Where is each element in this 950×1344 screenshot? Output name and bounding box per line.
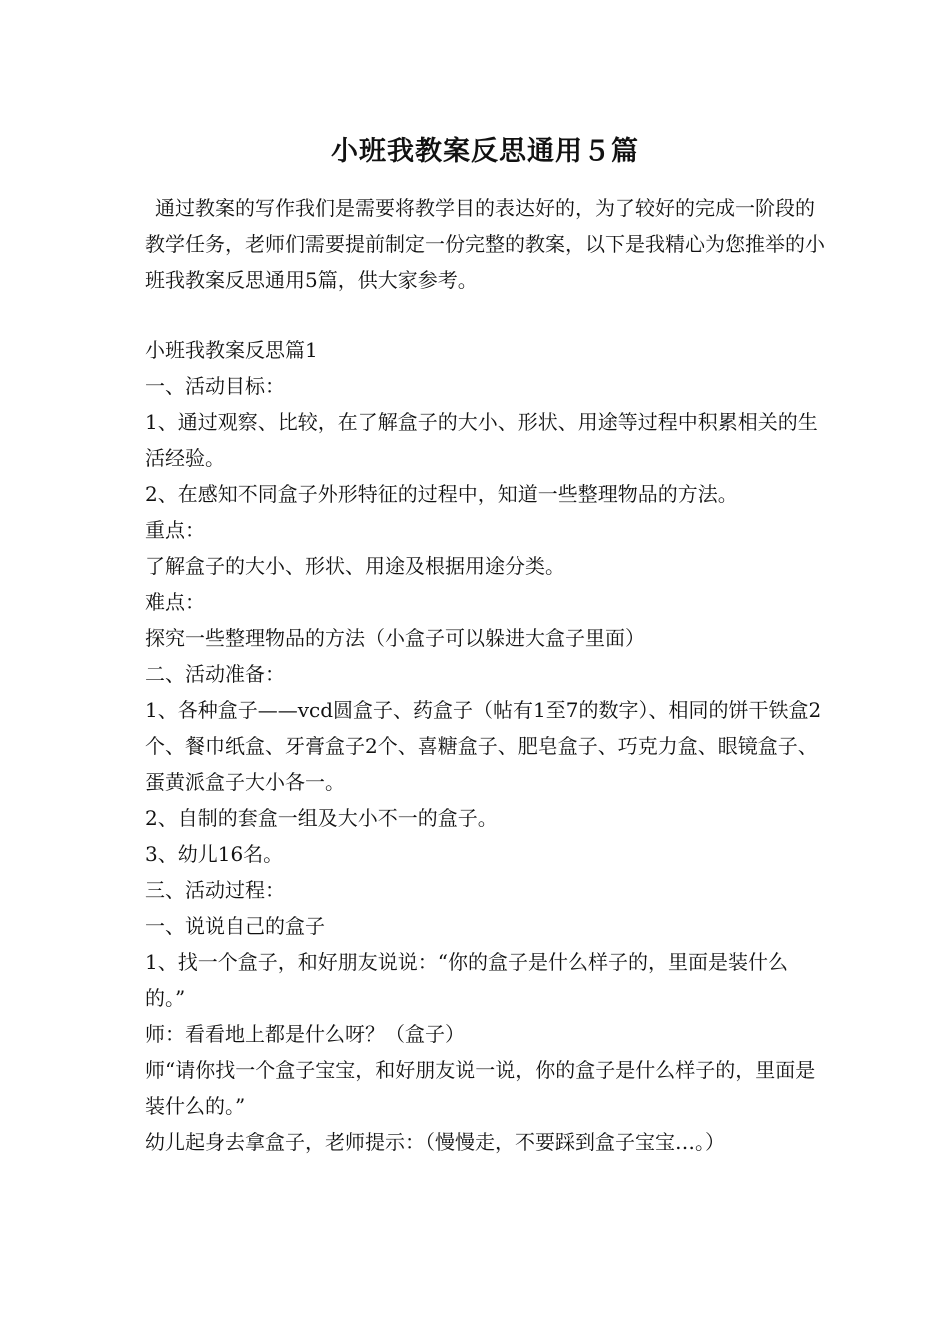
body-line: 2、自制的套盒一组及大小不一的盒子。 bbox=[145, 806, 498, 830]
body-line: 重点： bbox=[145, 518, 205, 542]
document-title: 小班我教案反思通用５篇 bbox=[331, 136, 639, 167]
body-line: 1、通过观察、比较，在了解盒子的大小、形状、用途等过程中积累相关的生活经验。 bbox=[145, 410, 818, 470]
section-heading: 小班我教案反思篇1 bbox=[145, 338, 318, 362]
body-line: 师：看看地上都是什么呀？（盒子） bbox=[145, 1022, 465, 1046]
body-line: 3、幼儿16名。 bbox=[145, 842, 284, 866]
body-line: 2、在感知不同盒子外形特征的过程中，知道一些整理物品的方法。 bbox=[145, 482, 738, 506]
body-line: 1、各种盒子——vcd圆盒子、药盒子（帖有1至7的数字）、相同的饼干铁盒2个、餐巾纸盒、牙膏盒子2个、喜糖盒子、肥皂盒子、巧克力盒、眼镜盒子、蛋黄派盒子大小各一。 bbox=[145, 698, 822, 794]
paragraph-spacer bbox=[145, 298, 825, 332]
body-line: 二、活动准备： bbox=[145, 662, 285, 686]
body-line: 师“请你找一个盒子宝宝，和好朋友说一说，你的盒子是什么样子的，里面是装什么的。” bbox=[145, 1058, 816, 1118]
body-line: 一、说说自己的盒子 bbox=[145, 914, 325, 938]
body-line: 一、活动目标： bbox=[145, 374, 285, 398]
document-page bbox=[145, 130, 825, 1160]
body-line: 探究一些整理物品的方法（小盒子可以躲进大盒子里面） bbox=[145, 626, 645, 650]
body-line: 1、找一个盒子，和好朋友说说：“你的盒子是什么样子的，里面是装什么的。” bbox=[145, 950, 788, 1010]
intro-paragraph: 通过教案的写作我们是需要将教学目的表达好的，为了较好的完成一阶段的教学任务，老师们需要提前制定一份完整的教案，以下是我精心为您推举的小班我教案反思通用5篇，供大家参考。 bbox=[145, 196, 825, 292]
body-line: 幼儿起身去拿盒子，老师提示：（慢慢走，不要踩到盒子宝宝…。） bbox=[145, 1130, 725, 1154]
body-line: 难点： bbox=[145, 590, 205, 614]
body-line: 了解盒子的大小、形状、用途及根据用途分类。 bbox=[145, 554, 565, 578]
body-line: 三、活动过程： bbox=[145, 878, 285, 902]
